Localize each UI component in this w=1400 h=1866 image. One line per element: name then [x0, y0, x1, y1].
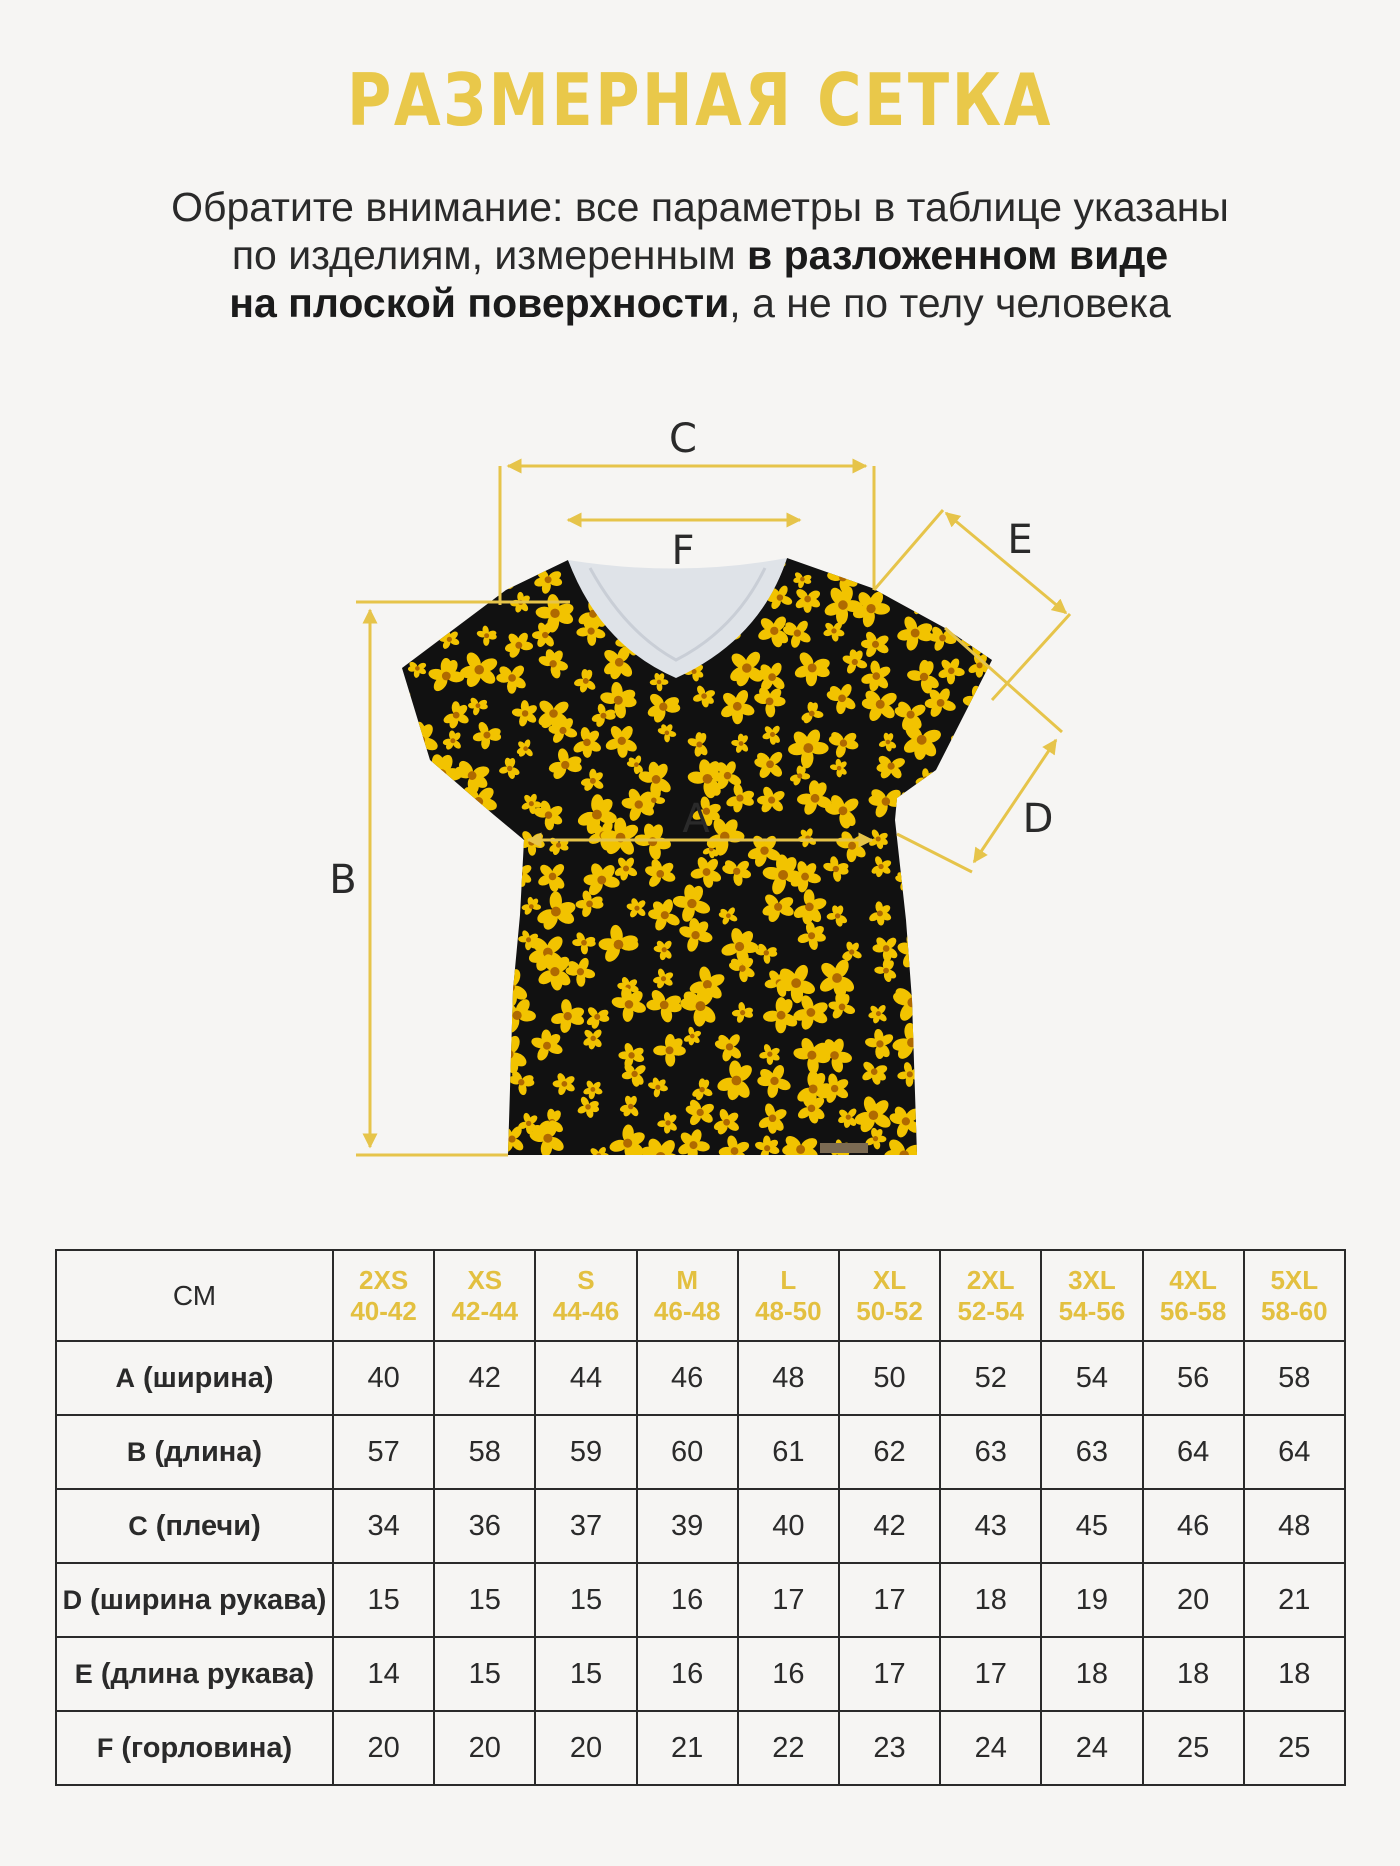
size-range: 50-52: [856, 1295, 923, 1326]
table-cell: 63: [940, 1415, 1041, 1489]
table-cell: 52: [940, 1341, 1041, 1415]
size-header: [738, 1250, 839, 1341]
table-cell: 16: [637, 1637, 738, 1711]
table-cell: 63: [1041, 1415, 1142, 1489]
size-label: 4XL: [1169, 1264, 1217, 1295]
parameter-name: [56, 1563, 333, 1637]
table-cell: 17: [738, 1563, 839, 1637]
table-cell: 62: [839, 1415, 940, 1489]
parameter-description: (горловина): [113, 1731, 293, 1764]
table-cell: 15: [535, 1563, 636, 1637]
parameter-name: [56, 1415, 333, 1489]
table-cell: 46: [637, 1341, 738, 1415]
table-cell: 22: [738, 1711, 839, 1785]
size-label: XS: [467, 1264, 503, 1295]
parameter-description: (плечи): [147, 1509, 261, 1542]
table-body: [56, 1341, 1345, 1785]
parameter-description: (ширина рукава): [82, 1583, 327, 1616]
notice-emphasis: на плоской поверхности: [229, 280, 730, 326]
size-label: XL: [872, 1264, 907, 1295]
table-cell: 40: [333, 1341, 434, 1415]
size-header: [637, 1250, 738, 1341]
table-cell: 50: [839, 1341, 940, 1415]
size-range: 58-60: [1261, 1295, 1328, 1326]
size-range: 40-42: [350, 1295, 417, 1326]
unit-header: СМ: [56, 1250, 333, 1341]
table-cell: 48: [1244, 1489, 1345, 1563]
table-cell: 20: [1143, 1563, 1244, 1637]
table-cell: 58: [1244, 1341, 1345, 1415]
notice-line-1: Обратите внимание: все параметры в таблице указаны: [171, 184, 1229, 230]
size-label: 3XL: [1068, 1264, 1116, 1295]
size-label: S: [577, 1264, 595, 1295]
parameter-description: (ширина): [134, 1361, 274, 1394]
label-f: F: [671, 528, 695, 574]
table-cell: 64: [1244, 1415, 1345, 1489]
table-cell: 25: [1143, 1711, 1244, 1785]
table-cell: 24: [1041, 1711, 1142, 1785]
size-range: 42-44: [451, 1295, 519, 1326]
label-c: C: [669, 416, 697, 462]
table-cell: 37: [535, 1489, 636, 1563]
table-cell: 17: [940, 1637, 1041, 1711]
label-a: A: [682, 796, 710, 842]
parameter-letter: B: [126, 1436, 147, 1467]
table-cell: 14: [333, 1637, 434, 1711]
parameter-letter: A: [115, 1362, 135, 1393]
table-cell: 15: [333, 1563, 434, 1637]
parameter-letter: F: [96, 1732, 114, 1763]
table-cell: 18: [1041, 1637, 1142, 1711]
size-header: [434, 1250, 535, 1341]
parameter-letter: D: [62, 1584, 83, 1615]
notice-emphasis: в разложенном виде: [747, 232, 1169, 278]
table-row: [56, 1637, 1345, 1711]
notice-text: по изделиям, измеренным: [231, 232, 748, 278]
parameter-letter: E: [74, 1658, 93, 1689]
size-label: M: [676, 1264, 698, 1295]
table-row: [56, 1489, 1345, 1563]
table-cell: 43: [940, 1489, 1041, 1563]
table-cell: 61: [738, 1415, 839, 1489]
table-cell: 17: [839, 1637, 940, 1711]
brand-label: [820, 1143, 868, 1153]
label-b: B: [329, 857, 357, 903]
size-label: 2XS: [359, 1264, 409, 1295]
table-cell: 60: [637, 1415, 738, 1489]
table-cell: 15: [434, 1637, 535, 1711]
table-cell: 18: [1244, 1637, 1345, 1711]
label-e: E: [1007, 517, 1033, 563]
table-cell: 21: [637, 1711, 738, 1785]
table-row: [56, 1563, 1345, 1637]
table-cell: 18: [1143, 1637, 1244, 1711]
table-cell: 16: [637, 1563, 738, 1637]
table-cell: 42: [434, 1341, 535, 1415]
size-header: [333, 1250, 434, 1341]
table-cell: 17: [839, 1563, 940, 1637]
table-cell: 40: [738, 1489, 839, 1563]
table-row: [56, 1341, 1345, 1415]
table-cell: 56: [1143, 1341, 1244, 1415]
tshirt-image: [381, 547, 1011, 1178]
size-range: 56-58: [1159, 1295, 1227, 1326]
size-range: 52-54: [957, 1295, 1024, 1326]
table-cell: 46: [1143, 1489, 1244, 1563]
table-cell: 42: [839, 1489, 940, 1563]
table-cell: 64: [1143, 1415, 1244, 1489]
parameter-letter: C: [128, 1510, 148, 1541]
size-header: [1244, 1250, 1345, 1341]
table-cell: 59: [535, 1415, 636, 1489]
notice-text: , а не по телу человека: [729, 280, 1171, 326]
table-header-row: [56, 1250, 1345, 1341]
table-cell: 19: [1041, 1563, 1142, 1637]
table-cell: 25: [1244, 1711, 1345, 1785]
table-cell: 18: [940, 1563, 1041, 1637]
size-header: [1041, 1250, 1142, 1341]
table-cell: 57: [333, 1415, 434, 1489]
size-label: 2XL: [966, 1264, 1015, 1295]
parameter-description: (длина): [146, 1435, 263, 1468]
table-cell: 54: [1041, 1341, 1142, 1415]
label-d: D: [1022, 796, 1054, 842]
table-cell: 21: [1244, 1563, 1345, 1637]
size-header: [940, 1250, 1041, 1341]
parameter-description: (длина рукава): [92, 1657, 315, 1690]
table-cell: 15: [434, 1563, 535, 1637]
table-cell: 24: [940, 1711, 1041, 1785]
table-cell: 36: [434, 1489, 535, 1563]
size-range: 44-46: [552, 1295, 620, 1326]
table-cell: 20: [535, 1711, 636, 1785]
table-cell: 48: [738, 1341, 839, 1415]
table-row: [56, 1711, 1345, 1785]
table-cell: 45: [1041, 1489, 1142, 1563]
table-cell: 16: [738, 1637, 839, 1711]
size-label: 5XL: [1270, 1264, 1319, 1295]
table-cell: 58: [434, 1415, 535, 1489]
parameter-name: [56, 1489, 333, 1563]
parameter-name: [56, 1341, 333, 1415]
size-chart-table: [55, 1249, 1346, 1786]
table-cell: 23: [839, 1711, 940, 1785]
size-header: [535, 1250, 636, 1341]
parameter-name: [56, 1637, 333, 1711]
table-cell: 44: [535, 1341, 636, 1415]
size-range: 46-48: [653, 1295, 721, 1326]
size-header: [1143, 1250, 1244, 1341]
size-range: 54-56: [1058, 1295, 1126, 1326]
page-title: РАЗМЕРНАЯ СЕТКА: [347, 58, 1053, 142]
table-cell: 20: [333, 1711, 434, 1785]
size-range: 48-50: [755, 1295, 822, 1326]
table-row: [56, 1415, 1345, 1489]
table-cell: 39: [637, 1489, 738, 1563]
size-label: L: [780, 1264, 797, 1295]
parameter-name: [56, 1711, 333, 1785]
table-cell: 15: [535, 1637, 636, 1711]
table-cell: 34: [333, 1489, 434, 1563]
table-cell: 20: [434, 1711, 535, 1785]
size-header: [839, 1250, 940, 1341]
